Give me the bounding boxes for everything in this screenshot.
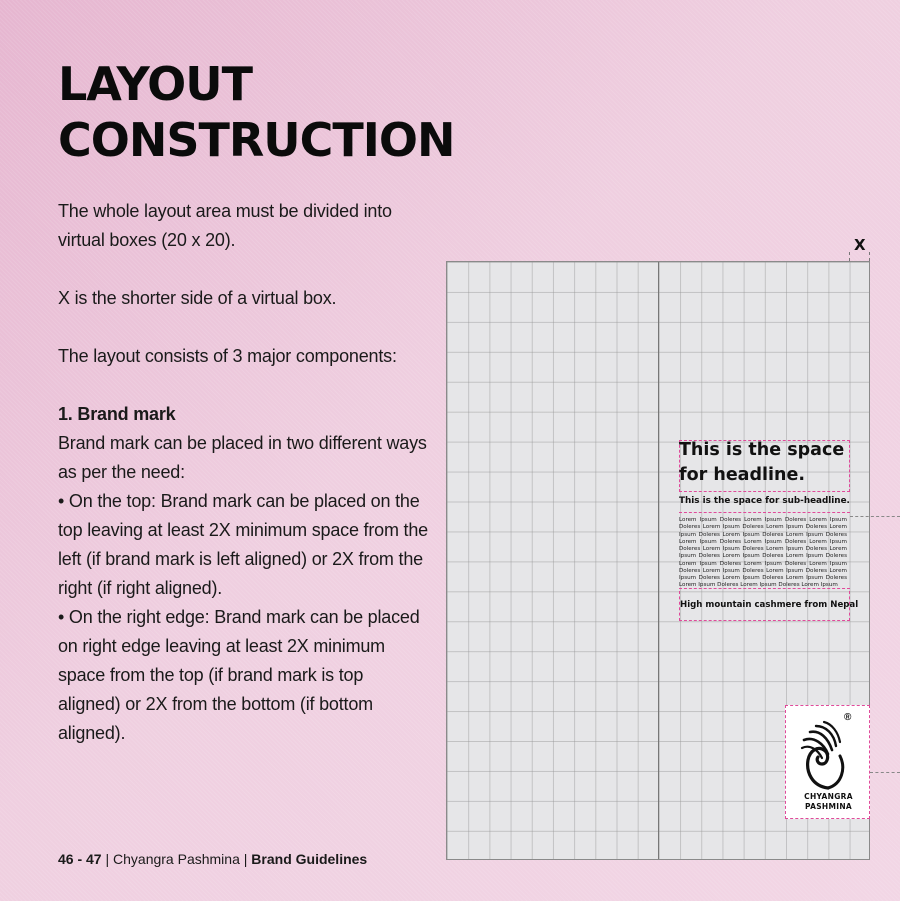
intro-paragraph-3: The layout consists of 3 major components: bbox=[58, 346, 397, 366]
bullet-right-edge: • On the right edge: Brand mark can be placed on right edge leaving at least 2X minimum space from the top (if brand mark is top aligned) or 2X from the bottom (if bottom aligned). bbox=[58, 607, 420, 743]
footer-doc-title: Brand Guidelines bbox=[251, 851, 368, 867]
tagline-placeholder: High mountain cashmere from Nepal bbox=[680, 600, 859, 610]
brand-mark-box bbox=[785, 705, 870, 819]
intro-paragraph-2: X is the shorter side of a virtual box. bbox=[58, 288, 337, 308]
subheadline-placeholder: This is the space for sub-headline. bbox=[679, 496, 850, 506]
section-heading: 1. Brand mark bbox=[58, 404, 176, 424]
brand-name bbox=[786, 792, 871, 812]
page-title bbox=[58, 56, 455, 168]
brand-name-line-2: PASHMINA bbox=[804, 802, 853, 811]
body-text bbox=[58, 197, 428, 748]
title-line-1: LAYOUT bbox=[58, 57, 253, 111]
section-text: Brand mark can be placed in two different ways as per the need: bbox=[58, 433, 427, 482]
footer-separator: | bbox=[239, 851, 252, 867]
brand-name-line-1: CHYANGRA bbox=[804, 792, 853, 801]
headline-guide-line bbox=[850, 516, 900, 517]
footer-brand: Chyangra Pashmina bbox=[113, 851, 240, 867]
page-footer bbox=[58, 851, 367, 867]
intro-paragraph-1: The whole layout area must be divided into virtual boxes (20 x 20). bbox=[58, 201, 392, 250]
headline-line-1: This is the space bbox=[679, 440, 845, 460]
chyangra-logo-icon bbox=[798, 720, 850, 790]
headline-line-2: for headline. bbox=[679, 465, 805, 485]
footer-separator: | bbox=[101, 851, 114, 867]
registered-mark: ® bbox=[844, 712, 852, 723]
bullet-top: • On the top: Brand mark can be placed on the top leaving at least 2X minimum space from the left (if brand mark is left aligned) or 2X from the right (if right aligned). bbox=[58, 491, 428, 598]
x-dimension-marker bbox=[849, 252, 870, 261]
title-line-2: CONSTRUCTION bbox=[58, 113, 455, 167]
headline-placeholder bbox=[679, 438, 859, 488]
footer-pages: 46 - 47 bbox=[58, 851, 102, 867]
body-copy-placeholder: Lorem Ipsum Doleres Lorem Ipsum Doleres Lorem Ipsum Doleres Lorem Ipsum Doleres Lorem Ipsum Doleres Lorem Ipsum Doleres Lorem Ipsum Doleres Lorem Ipsum Doleres Lorem Ipsum Doleres Lorem Ipsum Doleres Lorem Ipsum Doleres Lorem Ipsum Doleres Lorem Ipsum Doleres Lorem Ipsum Doleres Lorem Ipsum Doleres Lorem Ipsum Doleres Lorem Ipsum Doleres Lorem Ipsum Doleres Lorem Ipsum Doleres Lorem Ipsum Doleres Lorem Ipsum Doleres Lorem Ipsum Doleres Lorem Ipsum Doleres Lorem Ipsum Doleres Lorem Ipsum Doleres Lorem Ipsum Doleres Lorem Ipsum bbox=[679, 517, 847, 587]
x-dimension-label: X bbox=[854, 236, 866, 254]
grid-center-line bbox=[658, 262, 659, 859]
brand-guide-line bbox=[870, 772, 900, 773]
